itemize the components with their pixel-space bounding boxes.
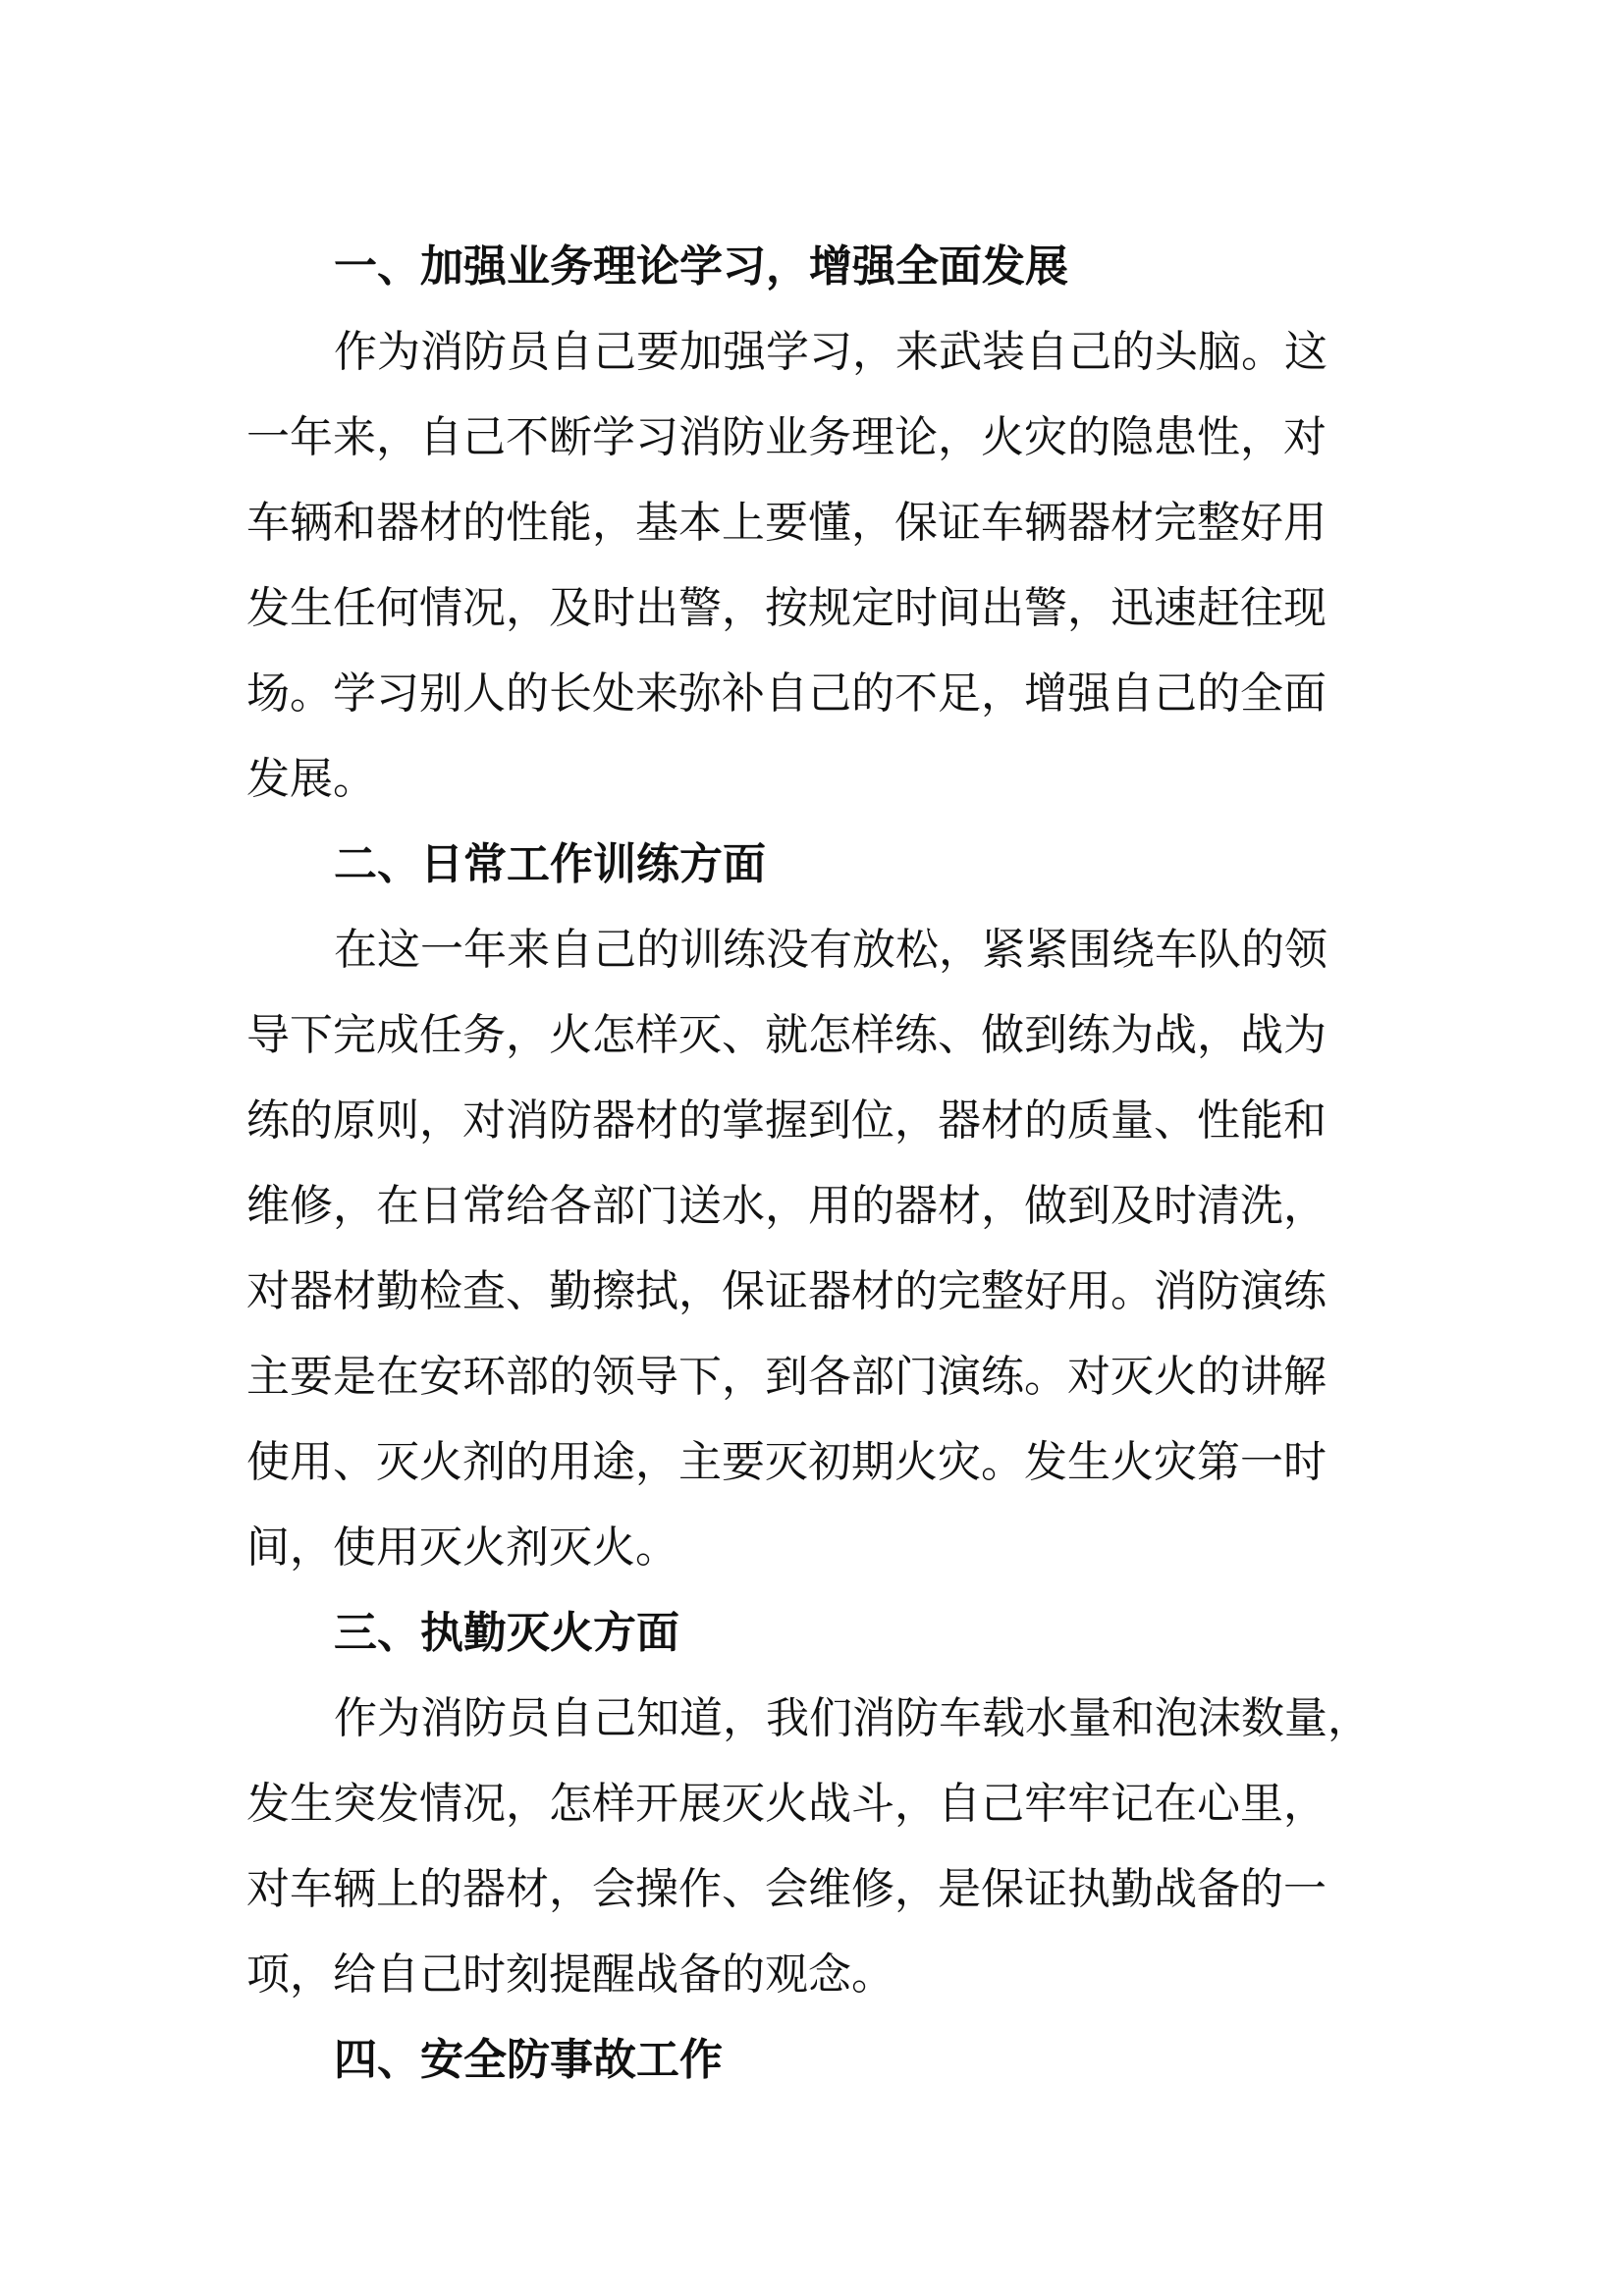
paragraph-line: 一年来，自己不断学习消防业务理论，火灾的隐患性，对 [246,412,1326,462]
section-paragraph [246,907,1405,1590]
paragraph-line: 发展。 [246,754,376,804]
paragraph-line: 对车辆上的器材，会操作、会维修，是保证执勤战备的一 [246,1864,1326,1914]
paragraph-line: 对器材勤检查、勤擦拭，保证器材的完整好用。消防演练 [246,1266,1326,1316]
section-paragraph [246,309,1405,822]
paragraph-line: 间，使用灭火剂灭火。 [246,1522,678,1573]
section-heading: 一、加强业务理论学习，增强全面发展 [334,241,1068,292]
paragraph-line: 作为消防员自己知道，我们消防车载水量和泡沫数量， [334,1693,1371,1743]
section-heading: 三、执勤灭火方面 [334,1608,679,1658]
section-heading: 四、安全防事故工作 [334,2035,723,2085]
paragraph-line: 导下完成任务，火怎样灭、就怎样练、做到练为战，战为 [246,1010,1326,1060]
paragraph-line: 场。学习别人的长处来弥补自己的不足，增强自己的全面 [246,668,1326,719]
paragraph-line: 练的原则，对消防器材的掌握到位，器材的质量、性能和 [246,1095,1326,1146]
paragraph-line: 在这一年来自己的训练没有放松，紧紧围绕车队的领 [334,925,1327,975]
paragraph-line: 车辆和器材的性能，基本上要懂，保证车辆器材完整好用 [246,498,1326,548]
paragraph-line: 发生突发情况，怎样开展灭火战斗，自己牢牢记在心里， [246,1779,1326,1829]
paragraph-line: 使用、灭火剂的用途，主要灭初期火灾。发生火灾第一时 [246,1437,1326,1487]
paragraph-line: 项，给自己时刻提醒战备的观念。 [246,1949,894,2000]
paragraph-line: 发生任何情况，及时出警，按规定时间出警，迅速赶往现 [246,583,1326,633]
document-body [246,224,1405,2103]
paragraph-line: 作为消防员自己要加强学习，来武装自己的头脑。这 [334,327,1327,377]
section-paragraph [246,1676,1405,2017]
paragraph-line: 主要是在安环部的领导下，到各部门演练。对灭火的讲解 [246,1352,1326,1402]
paragraph-line: 维修，在日常给各部门送水，用的器材，做到及时清洗， [246,1181,1326,1231]
section-heading: 二、日常工作训练方面 [334,839,766,889]
